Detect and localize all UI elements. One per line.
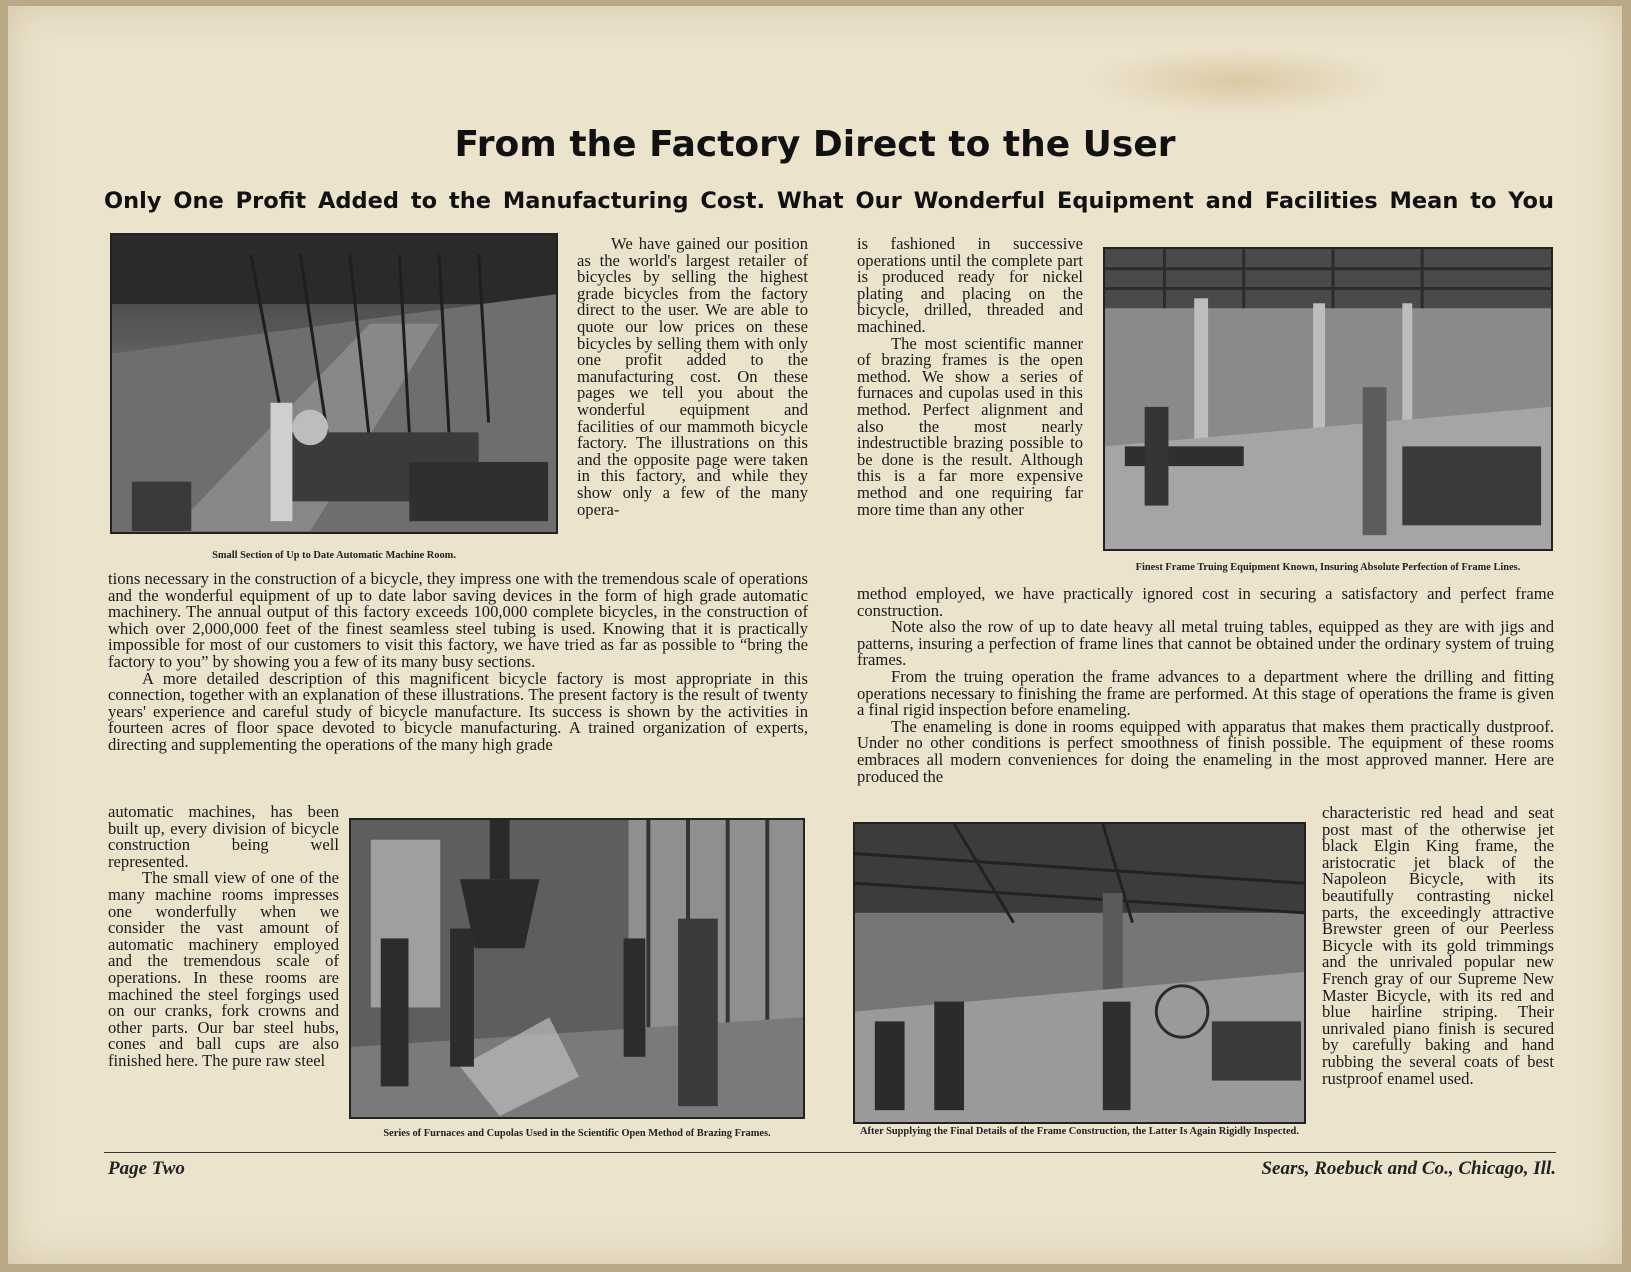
- right-wide-text: method employed, we have practically ignored cost in securing a satisfactory and perfect frame construction. Note also the row of up to date heavy all metal truing tables, equipped as they are with jigs and patterns, insuring a perfection of frame lines that cannot be obtained under the ordinary system of truing frames. From the truing operation the frame advances to a department where the drilling and fitting operations necessary to finishing the frame are performed. At this stage of operations the frame is given a final rigid inspection before enameling. The enameling is done in rooms equipped with apparatus that makes them practically dustproof. Under no other conditions is perfect smoothness of finish possible. The equipment of these rooms embraces all modern conveniences for doing the enameling in the most approved manner. Here are produced the: [857, 584, 1554, 786]
- page-title: From the Factory Direct to the User: [454, 124, 1176, 165]
- right-narrow-text: characteristic red head and seat post mast of the otherwise jet black Elgin King frame, the aristocratic jet black of the Napoleon Bicycle, with its beautifully contrasting nickel parts, the exceedingly attractive Brewster green of our Peerless Bicycle with its gold trimmings and the unrivaled popular new French gray of our Supreme New Master Bicycle, with its red and blue hairline striping. Their unrivaled piano finish is secured by carefully baking and hand rubbing the several coats of best rustproof enamel used.: [1322, 803, 1554, 1088]
- truing-equipment-photo: [1103, 247, 1553, 551]
- final-details-photo: [853, 822, 1306, 1124]
- right-top-text: is fashioned in successive operations until the complete part is produced ready for nickel plating and placing on the bicycle, drilled, threaded and machined. The most scientific manner of brazing frames is the open method. We show a series of furnaces and cupolas used in this method. Perfect alignment and also the most nearly indestructible brazing possible to be done is the result. Although this is a far more expensive method and one requiring far more time than any other: [857, 234, 1083, 519]
- truing-equipment-caption: Finest Frame Truing Equipment Known, Insuring Absolute Perfection of Frame Lines.: [1135, 562, 1521, 573]
- left-intro-text: We have gained our position as the world's largest retailer of bicycles by selling the highest grade bicycles from the factory direct to the user. We are able to quote our low prices on these bicycles by selling them with only one profit added to the manufacturing cost. On these pages we tell you about the wonderful equipment and facilities of our mammoth bicycle factory. The illustrations on this and the opposite page were taken in this factory, and while they show only a few of the many opera-: [577, 234, 808, 519]
- final-details-caption: After Supplying the Final Details of the Frame Construction, the Latter Is Again Rigidly Inspected.: [860, 1126, 1299, 1137]
- page-subtitle: Only One Profit Added to the Manufacturing Cost. What Our Wonderful Equipment and Facilities Mean to You: [104, 188, 1554, 214]
- catalog-page: [8, 6, 1622, 1264]
- machine-room-photo: [110, 233, 558, 534]
- furnaces-caption: Series of Furnaces and Cupolas Used in the Scientific Open Method of Brazing Frames.: [383, 1128, 771, 1139]
- paper-stain: [1088, 46, 1388, 116]
- machine-room-caption: Small Section of Up to Date Automatic Machine Room.: [212, 550, 456, 561]
- publisher-label: Sears, Roebuck and Co., Chicago, Ill.: [1261, 1158, 1556, 1179]
- footer-rule: [104, 1152, 1556, 1153]
- page-number-label: Page Two: [108, 1158, 185, 1179]
- left-wide-text: tions necessary in the construction of a bicycle, they impress one with the tremendous scale of operations and the wonderful equipment of up to date labor saving devices in the form of high grade automatic machinery. The annual output of this factory exceeds 100,000 complete bicycles, in the construction of which over 2,000,000 feet of the finest seamless steel tubing is used. Knowing that it is practically impossible for most of our customers to visit this factory, we have tried as far as possible to “bring the factory to you” by showing you a few of its many busy sections. A more detailed description of this magnificent bicycle factory is most appropriate in this connection, together with an explanation of these illustrations. The present factory is the result of twenty years' experience and careful study of bicycle manufacture. Its success is shown by the activities in fourteen acres of floor space devoted to bicycle manufacturing. A trained organization of experts, directing and supplementing the operations of the many high grade: [108, 569, 808, 754]
- furnaces-photo: [349, 818, 805, 1119]
- left-narrow-text: automatic machines, has been built up, every division of bicycle construction being well represented. The small view of one of the many machine rooms impresses one wonderfully when we consider the vast amount of automatic machinery employed and the tremendous scale of operations. In these rooms are machined the steel forgings used on our cranks, fork crowns and other parts. Our bar steel hubs, cones and ball cups are also finished here. The pure raw steel: [108, 802, 339, 1070]
